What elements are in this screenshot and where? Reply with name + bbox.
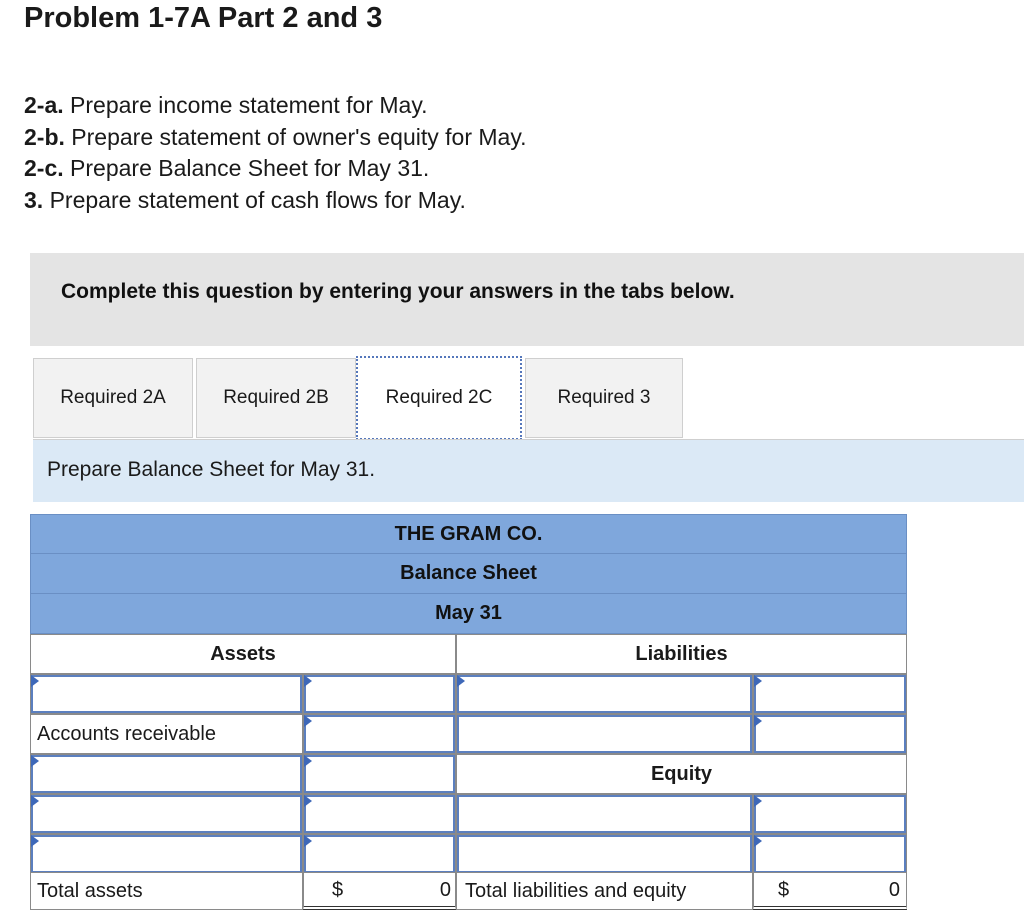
asset-amount-input[interactable]: [304, 835, 455, 873]
asset-amount-cell: [303, 754, 456, 794]
instructions-text: Complete this question by entering your answers in the tabs below.: [61, 280, 735, 303]
total-liab-equity-currency: $: [778, 878, 790, 901]
equity-label-cell: [456, 834, 753, 874]
requirement-tag: 2-b.: [24, 123, 65, 150]
requirement-tag: 2-a.: [24, 92, 64, 118]
equity-amount-input[interactable]: [754, 835, 906, 873]
total-assets-label: Total assets: [37, 879, 143, 902]
equity-amount-cell: [753, 794, 907, 834]
liability-amount-input[interactable]: [754, 675, 906, 713]
equity-label-input[interactable]: [457, 795, 752, 833]
liability-amount-input[interactable]: [754, 715, 906, 753]
asset-amount-input[interactable]: [304, 755, 455, 793]
equity-label-cell: [456, 794, 753, 834]
total-assets-value: 0: [439, 878, 451, 901]
problem-title: Problem 1-7A Part 2 and 3: [24, 2, 383, 34]
dropdown-marker-icon: [304, 715, 312, 727]
equity-amount-cell: [753, 834, 907, 874]
equity-label-input[interactable]: [457, 835, 752, 873]
asset-label-cell: [30, 674, 303, 714]
assets-header-cell: [30, 634, 456, 674]
dropdown-marker-icon: [457, 675, 465, 687]
asset-amount-input[interactable]: [304, 675, 455, 713]
equity-amount-input[interactable]: [754, 795, 906, 833]
asset-label-cell: [30, 834, 303, 874]
total-liab-equity-label-cell: [456, 872, 753, 910]
assets-header: Assets: [210, 642, 276, 665]
dropdown-marker-icon: [754, 835, 762, 847]
dropdown-marker-icon: [304, 835, 312, 847]
asset-label-input[interactable]: [31, 755, 302, 793]
liability-amount-cell: [753, 714, 907, 754]
requirement-text: Prepare income statement for May.: [70, 92, 428, 118]
requirement-item: [24, 153, 527, 185]
accounts-receivable-amount-input[interactable]: [304, 715, 455, 753]
tab-prompt: [33, 440, 1024, 502]
statement-date: May 31: [30, 594, 907, 634]
requirement-item: [24, 185, 527, 217]
requirement-tag: 2-c.: [24, 155, 64, 181]
dropdown-marker-icon: [31, 675, 39, 687]
asset-label-cell: [30, 714, 303, 754]
equity-header-cell: [456, 754, 907, 794]
requirement-text: Prepare statement of cash flows for May.: [49, 186, 466, 213]
dropdown-marker-icon: [31, 755, 39, 767]
asset-label-cell: [30, 794, 303, 834]
dropdown-marker-icon: [754, 675, 762, 687]
liability-label-input[interactable]: [457, 675, 752, 713]
total-assets-amount-cell: [303, 872, 456, 910]
total-liab-equity-label: Total liabilities and equity: [465, 879, 687, 902]
company-name: THE GRAM CO.: [30, 514, 907, 554]
asset-label-input[interactable]: [31, 795, 302, 833]
requirement-tag: 3.: [24, 186, 44, 213]
requirement-text: Prepare Balance Sheet for May 31.: [70, 155, 430, 181]
asset-amount-cell: [303, 714, 456, 754]
instructions-banner: [30, 253, 1024, 346]
asset-amount-cell: [303, 794, 456, 834]
tab-required-2b[interactable]: Required 2B: [196, 358, 356, 438]
liability-label-cell: [456, 714, 753, 754]
dropdown-marker-icon: [754, 715, 762, 727]
total-liab-equity-amount-cell: [753, 872, 907, 910]
liability-label-cell: [456, 674, 753, 714]
tab-required-2c[interactable]: Required 2C: [356, 356, 522, 440]
asset-amount-cell: [303, 674, 456, 714]
dropdown-marker-icon: [304, 795, 312, 807]
requirement-item: [24, 122, 527, 154]
dropdown-marker-icon: [304, 755, 312, 767]
requirements-list: [24, 90, 527, 216]
liability-amount-cell: [753, 674, 907, 714]
asset-amount-cell: [303, 834, 456, 874]
asset-amount-input[interactable]: [304, 795, 455, 833]
liabilities-header-cell: [456, 634, 907, 674]
dropdown-marker-icon: [304, 675, 312, 687]
liabilities-header: Liabilities: [635, 642, 728, 665]
asset-label-cell: [30, 754, 303, 794]
tab-required-3[interactable]: Required 3: [525, 358, 683, 438]
asset-label-input[interactable]: [31, 835, 302, 873]
statement-title: Balance Sheet: [30, 554, 907, 594]
dropdown-marker-icon: [754, 795, 762, 807]
asset-label-input[interactable]: [31, 675, 302, 713]
dropdown-marker-icon: [31, 835, 39, 847]
dropdown-marker-icon: [31, 795, 39, 807]
tab-prompt-text: Prepare Balance Sheet for May 31.: [47, 458, 376, 481]
requirement-item: [24, 90, 527, 122]
total-liab-equity-value: 0: [888, 878, 900, 901]
tab-required-2a[interactable]: Required 2A: [33, 358, 193, 438]
equity-header: Equity: [650, 762, 713, 785]
total-assets-currency: $: [332, 878, 344, 901]
liability-label-input[interactable]: [457, 715, 752, 753]
accounts-receivable-label: Accounts receivable: [37, 722, 216, 745]
requirement-text: Prepare statement of owner's equity for May.: [71, 123, 527, 150]
total-assets-label-cell: [30, 872, 303, 910]
